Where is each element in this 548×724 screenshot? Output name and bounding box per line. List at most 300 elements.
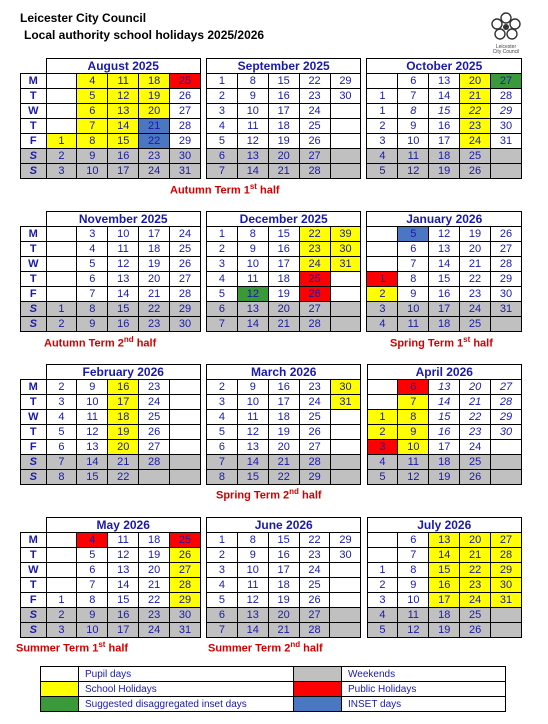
- day-label: S: [21, 455, 47, 470]
- day-cell: 8: [77, 593, 108, 608]
- day-cell: 17: [108, 623, 139, 638]
- day-cell: [491, 440, 522, 455]
- day-cell: [367, 242, 398, 257]
- day-cell: [330, 425, 361, 440]
- day-cell: 18: [268, 578, 299, 593]
- day-cell: 21: [460, 257, 491, 272]
- day-cell: 14: [237, 623, 268, 638]
- day-cell: 31: [330, 395, 361, 410]
- day-cell: 24: [299, 257, 330, 272]
- day-cell: 9: [237, 548, 268, 563]
- day-cell: 20: [268, 149, 299, 164]
- day-cell: 15: [108, 134, 139, 149]
- day-cell: [46, 104, 77, 119]
- day-cell: 29: [490, 272, 521, 287]
- day-cell: 25: [139, 410, 170, 425]
- day-cell: 9: [398, 425, 429, 440]
- month-title: May 2026: [46, 518, 200, 533]
- day-cell: 9: [237, 380, 268, 395]
- day-label: S: [21, 608, 47, 623]
- day-cell: 2: [46, 317, 77, 332]
- day-cell: 16: [268, 89, 299, 104]
- day-label: T: [21, 119, 47, 134]
- day-cell: 21: [268, 317, 299, 332]
- day-cell: 21: [139, 119, 170, 134]
- day-cell: 7: [398, 89, 429, 104]
- day-cell: 17: [268, 257, 299, 272]
- day-cell: 1: [46, 134, 77, 149]
- day-label: S: [21, 470, 47, 485]
- day-cell: 3: [46, 395, 77, 410]
- day-cell: 21: [460, 548, 491, 563]
- day-cell: 16: [429, 287, 460, 302]
- day-cell: 17: [108, 164, 139, 179]
- day-cell: 11: [398, 608, 429, 623]
- day-cell: 23: [460, 578, 491, 593]
- day-label: T: [21, 425, 47, 440]
- day-label: T: [21, 89, 47, 104]
- day-cell: [367, 74, 398, 89]
- day-label: W: [21, 410, 47, 425]
- day-cell: 4: [77, 242, 108, 257]
- calendar-block: [20, 58, 522, 179]
- day-cell: 8: [237, 533, 268, 548]
- day-cell: 15: [429, 104, 460, 119]
- day-cell: 21: [139, 578, 170, 593]
- day-cell: 11: [237, 410, 268, 425]
- day-cell: 21: [268, 164, 299, 179]
- day-cell: 17: [429, 593, 460, 608]
- day-cell: 24: [460, 134, 491, 149]
- caption-summer-2: Summer Term 2nd half: [208, 640, 323, 655]
- day-cell: 24: [139, 164, 170, 179]
- day-cell: 6: [398, 242, 429, 257]
- day-cell: 15: [108, 593, 139, 608]
- day-cell: 30: [170, 317, 201, 332]
- day-cell: 16: [429, 578, 460, 593]
- day-cell: 23: [139, 149, 170, 164]
- day-cell: 22: [299, 533, 330, 548]
- day-cell: 11: [398, 317, 429, 332]
- day-cell: 5: [206, 593, 237, 608]
- day-cell: 22: [460, 410, 491, 425]
- month-title: April 2026: [367, 365, 521, 380]
- day-cell: 19: [268, 287, 299, 302]
- day-cell: 9: [237, 242, 268, 257]
- day-cell: 10: [237, 395, 268, 410]
- day-cell: [367, 227, 398, 242]
- day-cell: 10: [237, 563, 268, 578]
- day-cell: 26: [139, 425, 170, 440]
- day-cell: [46, 287, 77, 302]
- day-cell: 15: [237, 470, 268, 485]
- day-cell: 6: [207, 440, 238, 455]
- day-cell: 6: [46, 440, 77, 455]
- day-cell: 14: [108, 119, 139, 134]
- day-cell: 12: [398, 164, 429, 179]
- day-cell: 11: [108, 533, 139, 548]
- day-cell: 23: [460, 287, 491, 302]
- day-cell: 2: [46, 149, 77, 164]
- day-cell: 27: [299, 608, 330, 623]
- day-cell: 23: [299, 89, 330, 104]
- day-cell: 18: [268, 119, 299, 134]
- day-cell: 18: [108, 410, 139, 425]
- day-cell: 3: [367, 593, 398, 608]
- day-cell: 28: [170, 578, 201, 593]
- day-cell: 15: [429, 410, 460, 425]
- day-cell: 10: [108, 227, 139, 242]
- day-cell: 5: [46, 425, 77, 440]
- caption-summer-1: Summer Term 1st half: [16, 640, 129, 655]
- page-subtitle: Local authority school holidays 2025/2026: [24, 28, 265, 42]
- calendar-block: [20, 211, 522, 332]
- day-cell: 7: [207, 317, 238, 332]
- month-title: June 2026: [206, 518, 360, 533]
- day-cell: 4: [367, 608, 398, 623]
- day-cell: 30: [170, 149, 201, 164]
- day-cell: 5: [367, 623, 398, 638]
- day-cell: 8: [398, 272, 429, 287]
- day-cell: 24: [299, 395, 330, 410]
- day-cell: 13: [429, 380, 460, 395]
- day-cell: 7: [207, 164, 238, 179]
- day-cell: 2: [206, 548, 237, 563]
- day-cell: 24: [139, 395, 170, 410]
- day-cell: 1: [207, 227, 238, 242]
- day-cell: 1: [367, 104, 398, 119]
- day-cell: 29: [170, 593, 201, 608]
- legend-public-holidays: Public Holidays: [342, 682, 506, 697]
- day-cell: 25: [460, 317, 491, 332]
- day-cell: 2: [207, 89, 238, 104]
- day-cell: 9: [77, 149, 108, 164]
- day-cell: [490, 149, 521, 164]
- day-cell: 22: [299, 74, 330, 89]
- day-cell: 12: [237, 134, 268, 149]
- day-cell: 5: [207, 287, 238, 302]
- day-cell: 29: [170, 302, 201, 317]
- day-cell: 16: [429, 425, 460, 440]
- day-cell: [330, 317, 361, 332]
- day-cell: 3: [207, 104, 238, 119]
- day-cell: 28: [139, 455, 170, 470]
- day-cell: 30: [330, 89, 361, 104]
- day-cell: 29: [170, 134, 201, 149]
- day-cell: 28: [490, 89, 521, 104]
- legend-swatch-disaggregated: [41, 697, 79, 712]
- day-label: W: [21, 257, 47, 272]
- day-cell: 11: [108, 74, 139, 89]
- day-cell: [330, 119, 361, 134]
- day-cell: 22: [460, 563, 491, 578]
- day-cell: [330, 455, 361, 470]
- day-cell: 9: [398, 287, 429, 302]
- day-cell: 18: [268, 410, 299, 425]
- day-cell: [170, 470, 201, 485]
- day-label: T: [21, 578, 47, 593]
- day-cell: 4: [77, 533, 108, 548]
- day-cell: [330, 563, 361, 578]
- corner-cell: [21, 212, 47, 227]
- day-cell: 31: [490, 134, 521, 149]
- day-cell: 21: [268, 455, 299, 470]
- day-cell: [46, 89, 77, 104]
- day-cell: 14: [237, 164, 268, 179]
- day-cell: 15: [268, 227, 299, 242]
- legend-disaggregated: Suggested disaggregated inset days: [79, 697, 294, 712]
- day-cell: 6: [77, 104, 108, 119]
- day-cell: 3: [367, 440, 398, 455]
- day-cell: 26: [490, 227, 521, 242]
- day-cell: 24: [299, 563, 330, 578]
- day-cell: 4: [367, 455, 398, 470]
- day-cell: 22: [460, 104, 491, 119]
- day-cell: 31: [170, 164, 201, 179]
- day-cell: 20: [139, 563, 170, 578]
- day-cell: 19: [429, 623, 460, 638]
- day-cell: 16: [268, 548, 299, 563]
- day-cell: 17: [268, 563, 299, 578]
- day-cell: 1: [367, 272, 398, 287]
- day-cell: 18: [139, 74, 170, 89]
- caption-spring-1: Spring Term 1st half: [390, 335, 493, 350]
- day-cell: 3: [207, 257, 238, 272]
- day-cell: 18: [429, 455, 460, 470]
- day-cell: 7: [46, 455, 77, 470]
- month-title: October 2025: [367, 59, 522, 74]
- day-cell: 4: [207, 119, 238, 134]
- month-title: December 2025: [207, 212, 361, 227]
- day-cell: [170, 455, 201, 470]
- day-cell: 18: [429, 317, 460, 332]
- day-cell: 28: [490, 257, 521, 272]
- day-cell: 29: [490, 104, 521, 119]
- day-cell: 10: [237, 104, 268, 119]
- day-cell: 24: [170, 227, 201, 242]
- day-cell: 12: [108, 548, 139, 563]
- day-cell: 29: [299, 470, 330, 485]
- day-cell: [330, 149, 361, 164]
- day-label: S: [21, 623, 47, 638]
- council-logo-icon: [491, 12, 521, 40]
- day-cell: 9: [77, 608, 108, 623]
- day-cell: 12: [237, 593, 268, 608]
- day-cell: 7: [206, 623, 237, 638]
- legend-weekends: Weekends: [342, 667, 506, 682]
- day-cell: 13: [429, 533, 460, 548]
- day-cell: 7: [398, 257, 429, 272]
- caption-autumn-2: Autumn Term 2nd half: [44, 335, 157, 350]
- day-cell: [330, 302, 361, 317]
- day-cell: [367, 257, 398, 272]
- day-cell: 10: [398, 134, 429, 149]
- day-cell: 27: [490, 74, 521, 89]
- day-cell: [330, 410, 361, 425]
- day-cell: 7: [77, 287, 108, 302]
- day-cell: 5: [207, 425, 238, 440]
- day-cell: [330, 164, 361, 179]
- day-cell: [330, 608, 361, 623]
- day-cell: 23: [460, 425, 491, 440]
- day-cell: 7: [77, 578, 108, 593]
- day-cell: 2: [46, 380, 77, 395]
- day-cell: 20: [139, 272, 170, 287]
- day-cell: 27: [139, 440, 170, 455]
- day-label: M: [21, 74, 47, 89]
- day-cell: 21: [139, 287, 170, 302]
- day-cell: 16: [108, 608, 139, 623]
- day-cell: 27: [490, 242, 521, 257]
- day-cell: 3: [46, 623, 77, 638]
- day-cell: 5: [398, 227, 429, 242]
- day-cell: [46, 563, 77, 578]
- day-cell: 9: [398, 119, 429, 134]
- day-cell: 8: [398, 563, 429, 578]
- day-cell: 19: [429, 164, 460, 179]
- day-cell: [170, 425, 201, 440]
- corner-cell: [21, 518, 47, 533]
- day-cell: 30: [491, 578, 522, 593]
- day-cell: 29: [491, 563, 522, 578]
- day-cell: 25: [170, 533, 201, 548]
- day-cell: 27: [491, 533, 522, 548]
- day-cell: 14: [429, 257, 460, 272]
- day-cell: 25: [299, 578, 330, 593]
- day-cell: 11: [108, 242, 139, 257]
- day-cell: 8: [398, 410, 429, 425]
- day-cell: 1: [207, 74, 238, 89]
- day-cell: [330, 104, 361, 119]
- day-label: W: [21, 104, 47, 119]
- day-cell: 27: [170, 104, 201, 119]
- day-cell: 26: [460, 164, 491, 179]
- day-cell: 20: [108, 440, 139, 455]
- day-cell: 18: [429, 149, 460, 164]
- day-cell: 28: [170, 287, 201, 302]
- day-cell: 17: [139, 227, 170, 242]
- day-cell: 19: [108, 425, 139, 440]
- day-cell: 9: [237, 89, 268, 104]
- day-cell: 26: [299, 287, 330, 302]
- day-cell: 1: [46, 593, 77, 608]
- month-title: July 2026: [367, 518, 521, 533]
- day-cell: 25: [299, 119, 330, 134]
- day-cell: 28: [299, 317, 330, 332]
- month-title: August 2025: [46, 59, 200, 74]
- day-cell: 6: [398, 533, 429, 548]
- day-cell: 27: [299, 302, 330, 317]
- council-logo: [484, 12, 528, 55]
- day-cell: 2: [207, 380, 238, 395]
- day-cell: 27: [170, 563, 201, 578]
- day-cell: 26: [299, 593, 330, 608]
- day-cell: 2: [46, 608, 77, 623]
- day-cell: 39: [330, 227, 361, 242]
- month-title: September 2025: [207, 59, 361, 74]
- day-cell: 1: [46, 302, 77, 317]
- day-cell: 7: [398, 395, 429, 410]
- day-cell: 24: [460, 440, 491, 455]
- legend-swatch-public-holiday: [294, 682, 342, 697]
- day-cell: 17: [268, 395, 299, 410]
- day-cell: 26: [460, 470, 491, 485]
- day-cell: 10: [398, 302, 429, 317]
- day-cell: 13: [77, 440, 108, 455]
- day-cell: 20: [268, 440, 299, 455]
- legend: [40, 666, 506, 712]
- day-cell: 23: [139, 608, 170, 623]
- day-cell: 12: [108, 89, 139, 104]
- day-cell: [330, 470, 361, 485]
- day-cell: [491, 470, 522, 485]
- day-label: T: [21, 272, 47, 287]
- calendar-block: [20, 364, 522, 485]
- day-cell: 25: [170, 242, 201, 257]
- day-cell: [170, 410, 201, 425]
- day-cell: 22: [460, 272, 491, 287]
- day-cell: [46, 119, 77, 134]
- calendar-block: [20, 517, 522, 638]
- day-cell: 30: [170, 608, 201, 623]
- day-cell: 11: [398, 455, 429, 470]
- day-cell: 30: [491, 425, 522, 440]
- day-cell: 9: [77, 317, 108, 332]
- day-cell: 19: [139, 89, 170, 104]
- day-cell: 13: [108, 563, 139, 578]
- page-title: Leicester City Council: [20, 11, 147, 25]
- day-cell: 6: [398, 74, 429, 89]
- day-cell: 21: [268, 623, 299, 638]
- day-cell: 5: [207, 134, 238, 149]
- day-cell: 8: [207, 470, 238, 485]
- day-cell: 5: [367, 164, 398, 179]
- day-cell: 12: [237, 425, 268, 440]
- day-label: F: [21, 593, 47, 608]
- day-cell: 4: [77, 74, 108, 89]
- day-cell: 19: [460, 227, 491, 242]
- day-cell: 31: [170, 623, 201, 638]
- day-label: T: [21, 548, 47, 563]
- day-cell: 12: [429, 227, 460, 242]
- legend-school-holidays: School Holidays: [79, 682, 294, 697]
- day-cell: [170, 440, 201, 455]
- day-label: W: [21, 563, 47, 578]
- legend-pupil-days: Pupil days: [79, 667, 294, 682]
- legend-swatch-school-holiday: [41, 682, 79, 697]
- day-cell: 8: [237, 227, 268, 242]
- day-cell: 28: [299, 623, 330, 638]
- day-cell: 24: [460, 593, 491, 608]
- day-cell: [139, 470, 170, 485]
- legend-swatch-weekend: [294, 667, 342, 682]
- day-cell: 16: [268, 380, 299, 395]
- day-cell: [490, 164, 521, 179]
- day-cell: 3: [46, 164, 77, 179]
- day-cell: 10: [398, 593, 429, 608]
- day-cell: 24: [139, 623, 170, 638]
- day-cell: 14: [108, 287, 139, 302]
- month-title: February 2026: [46, 365, 200, 380]
- day-label: T: [21, 395, 47, 410]
- day-cell: 26: [170, 89, 201, 104]
- month-title: March 2026: [207, 365, 361, 380]
- day-cell: 2: [367, 287, 398, 302]
- day-cell: 4: [367, 149, 398, 164]
- day-cell: 26: [170, 257, 201, 272]
- day-cell: 13: [108, 272, 139, 287]
- day-cell: 5: [77, 89, 108, 104]
